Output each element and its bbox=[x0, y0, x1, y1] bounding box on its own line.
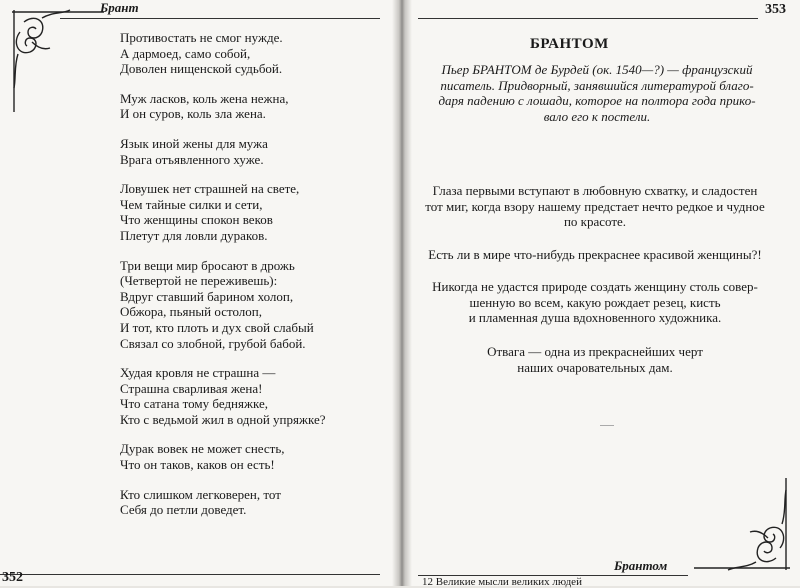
footer-rule-left bbox=[0, 574, 380, 575]
page-number-left: 352 bbox=[2, 570, 23, 585]
poem-line: Что женщины спокон веков bbox=[120, 212, 273, 228]
running-head-left: Брант bbox=[100, 0, 139, 15]
poem-line: Язык иной жены для мужа bbox=[120, 135, 268, 151]
quote-line: Отвага — одна из прекраснейших черт bbox=[487, 344, 703, 359]
header-rule-left bbox=[60, 18, 380, 19]
poem-line: Доволен нищенской судьбой. bbox=[120, 61, 283, 77]
poem-line: Кто слишком легковерен, тот bbox=[120, 486, 281, 502]
poem-line: Дурак вовек не может снесть, bbox=[120, 441, 285, 457]
poem-line: Чем тайные силки и сети, bbox=[120, 196, 263, 212]
poem-stanza bbox=[120, 487, 380, 518]
printing-mark bbox=[600, 425, 614, 432]
poem-line: А дармоед, само собой, bbox=[120, 45, 251, 61]
poem-stanza bbox=[120, 181, 380, 243]
quote bbox=[420, 247, 770, 263]
quote-line: наших очаровательных дам. bbox=[517, 359, 673, 375]
quote-line: шенную во всем, какую рождает резец, кисть bbox=[469, 294, 721, 310]
poem-line: Связал со злобной, грубой бабой. bbox=[120, 335, 306, 351]
bio-line: Пьер БРАНТОМ де Бурдей (ок. 1540—?) — французский bbox=[441, 62, 753, 77]
header-rule-right bbox=[418, 18, 758, 19]
poem-line: (Четвертой не переживешь): bbox=[120, 273, 278, 289]
corner-ornament-top-left bbox=[4, 2, 114, 122]
poem-stanza bbox=[120, 136, 380, 167]
poem-line: Что сатана тому бедняжке, bbox=[120, 396, 268, 412]
poem-stanza bbox=[120, 91, 380, 122]
running-foot-right: Брантом bbox=[614, 558, 668, 573]
poem-line: Противостать не смог нужде. bbox=[120, 30, 283, 45]
quote-line: тот миг, когда взору нашему предстает нечто редкое и чудное bbox=[425, 198, 765, 214]
poem-stanza bbox=[120, 258, 380, 352]
quote-line: Есть ли в мире что-нибудь прекраснее красивой женщины?! bbox=[428, 247, 762, 262]
quote bbox=[420, 183, 770, 230]
quote-line: Никогда не удастся природе создать женщину столь совер- bbox=[432, 279, 758, 294]
poem-line: Врага отъявленного хуже. bbox=[120, 151, 264, 167]
poem-line: Муж ласков, коль жена нежна, bbox=[120, 90, 289, 106]
poem-line: Кто с ведьмой жил в одной упряжке? bbox=[120, 411, 326, 427]
quote-line: и пламенная душа вдохновенного художника. bbox=[468, 310, 722, 326]
bio-line: вало его к постели. bbox=[543, 108, 651, 124]
poem-line: Что он таков, каков он есть! bbox=[120, 457, 275, 473]
corner-ornament-bottom-right bbox=[690, 478, 795, 578]
poem-line: Себя до петли доведет. bbox=[120, 502, 247, 518]
poem-line: Обжора, пьяный остолоп, bbox=[120, 304, 262, 320]
poem-line: И тот, кто плоть и дух свой слабый bbox=[120, 319, 314, 335]
book-gutter bbox=[392, 0, 412, 586]
poem-line: Худая кровля не страшна — bbox=[120, 365, 276, 381]
poem-stanza bbox=[120, 30, 380, 77]
quote-line: по красоте. bbox=[563, 214, 627, 230]
author-heading: БРАНТОМ bbox=[530, 36, 609, 52]
poem-stanza bbox=[120, 365, 380, 427]
poem-line: Вдруг ставший барином холоп, bbox=[120, 288, 294, 304]
bio-line: даря падению с лошади, которое на полтора года прико- bbox=[438, 93, 756, 109]
poem-line: Три вещи мир бросают в дрожь bbox=[120, 257, 295, 273]
poem-line: Ловушек нет страшней на свете, bbox=[120, 181, 300, 197]
quote-line: Глаза первыми вступают в любовную схватку, и сладостен bbox=[432, 183, 758, 198]
quote bbox=[420, 279, 770, 326]
quote bbox=[420, 344, 770, 375]
author-bio bbox=[432, 62, 762, 124]
poem-line: Страшна сварливая жена! bbox=[120, 380, 263, 396]
bio-line: писатель. Придворный, занявшийся литературой благо- bbox=[440, 77, 754, 93]
poem-line: Плетут для ловли дураков. bbox=[120, 227, 268, 243]
poem-stanza bbox=[120, 441, 380, 472]
page-number-right: 353 bbox=[765, 2, 786, 17]
poem bbox=[120, 30, 380, 532]
footer-series-title: 12 Великие мысли великих людей bbox=[422, 576, 582, 588]
poem-line: И он суров, коль зла жена. bbox=[120, 106, 266, 122]
